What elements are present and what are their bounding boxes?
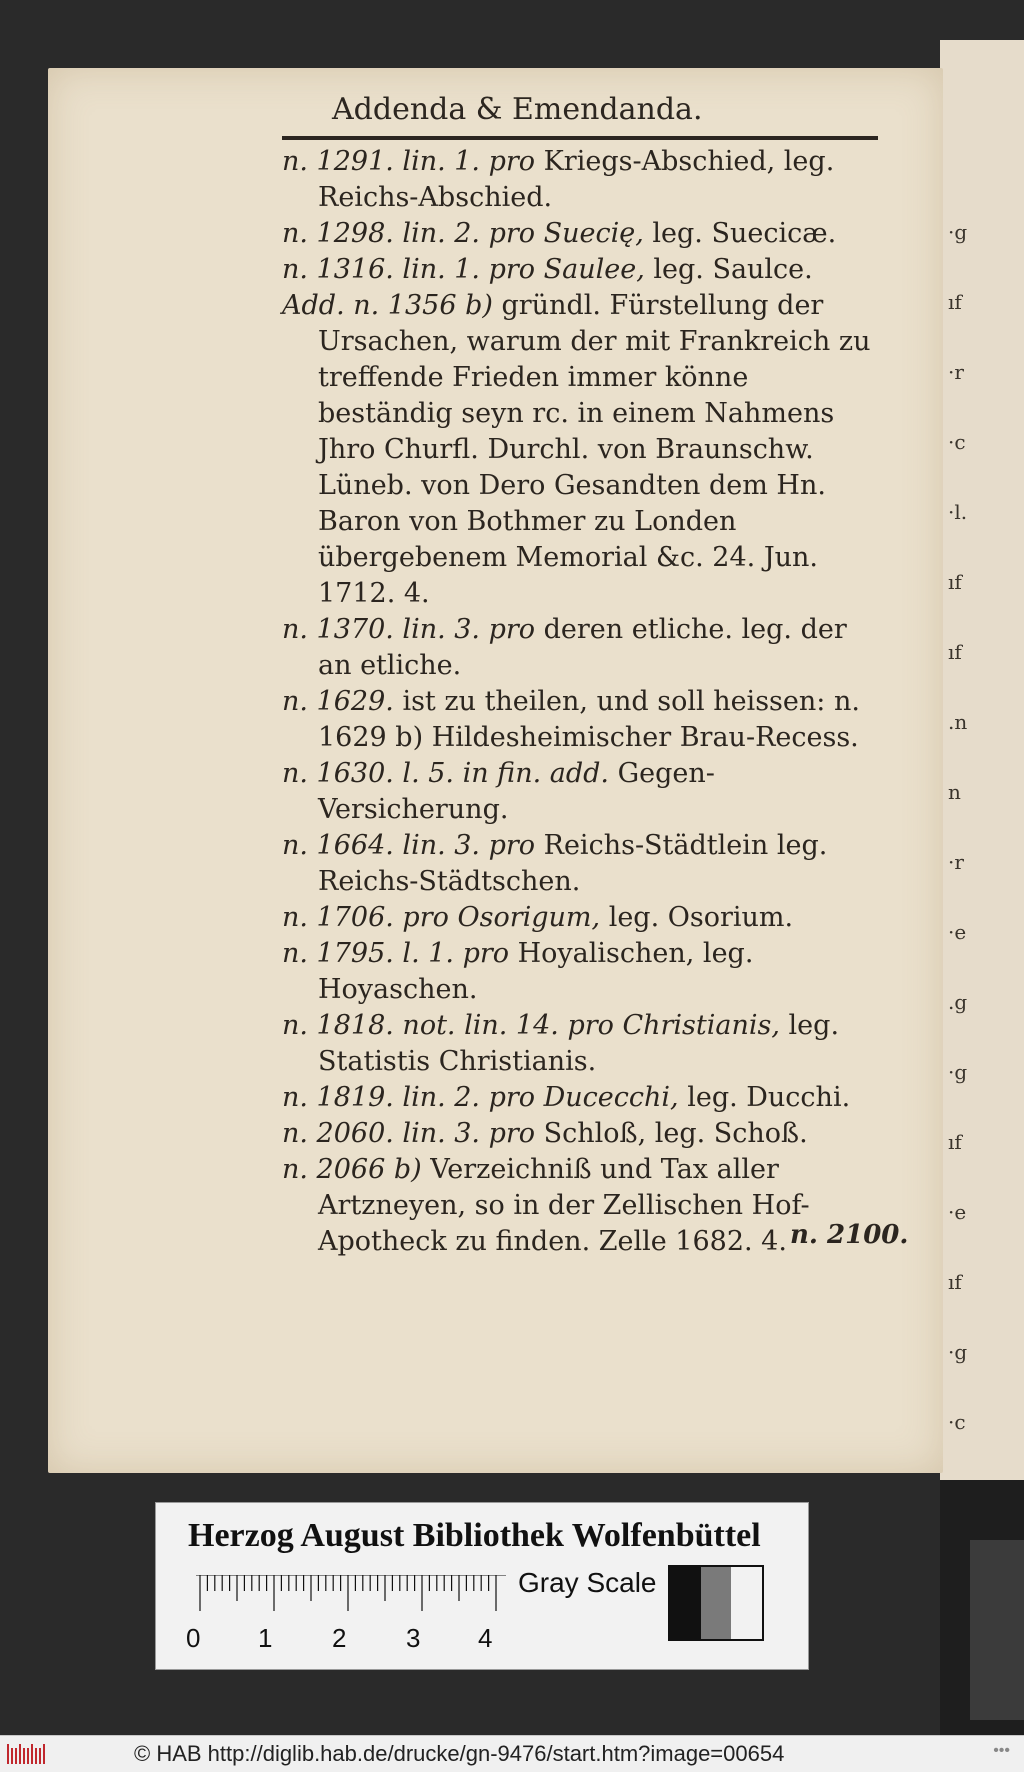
swatch-gray [701,1567,732,1639]
ruler-number: 4 [478,1623,493,1653]
grayscale-label: Gray Scale [518,1567,657,1598]
entry-reference: n. 2066 b) [282,1154,422,1185]
facing-page-fragment: ·c [948,430,966,454]
facing-page-fragment: n [948,780,961,804]
logo-bar [39,1748,41,1764]
more-options-icon[interactable]: ••• [993,1742,1010,1759]
errata-entry [282,612,882,684]
logo-bar [7,1744,9,1764]
entry-reference: n. 1664. lin. 3. pro [282,830,536,861]
entry-text: leg. Osorium. [600,902,794,933]
errata-entry [282,252,882,288]
ruler-number: 0 [186,1623,201,1653]
entry-text: Verzeichniß und Tax aller Artzneyen, so in der Zellischen Hof-Apotheck zu finden. Zelle 1682. 4. [318,1154,810,1257]
entry-text: Reichs-Städtlein leg. Reichs-Städtschen. [318,830,828,897]
library-name: Herzog August Bibliothek Wolfenbüttel [188,1517,761,1554]
grayscale-swatch [668,1565,764,1641]
facing-page-edge [940,40,1024,1480]
logo-bar [27,1748,29,1764]
entry-reference: n. 1370. lin. 3. pro [282,614,536,645]
ruler-number: 3 [406,1623,421,1653]
ruler-scale [196,1575,506,1613]
facing-page-fragment: ·c [948,1410,966,1434]
dark-margin [940,1480,1024,1740]
facing-page-fragment: ıf [948,640,962,664]
entry-text: Gegen-Versicherung. [318,758,715,825]
header-rule [282,136,878,140]
swatch-black [670,1567,701,1639]
errata-entry [282,288,882,612]
errata-entry [282,1116,882,1152]
entry-reference: Add. n. 1356 b) [282,290,493,321]
entry-reference: n. 1819. lin. 2. pro Ducecchi, [282,1082,679,1113]
entry-text: leg. Statistis Christianis. [318,1010,840,1077]
facing-page-fragment: ıf [948,570,962,594]
entry-text: Kriegs-Abschied, leg. Reichs-Abschied. [318,146,835,213]
facing-page-fragment: ·g [948,1060,968,1084]
facing-page-fragment: ıf [948,290,962,314]
logo-bar [31,1744,33,1764]
entry-reference: n. 1291. lin. 1. pro [282,146,536,177]
entry-reference: n. 1795. l. 1. pro [282,938,510,969]
entry-text: leg. Suecicæ. [643,218,837,249]
entry-reference: n. 1316. lin. 1. pro Saulee, [282,254,645,285]
entry-reference: n. 2060. lin. 3. pro [282,1118,536,1149]
facing-page-fragment: ·r [948,360,964,384]
page-header: Addenda & Emendanda. [332,92,703,127]
entry-text: leg. Ducchi. [678,1082,851,1113]
ruler-number: 1 [258,1623,273,1653]
logo-bar [19,1744,21,1764]
entry-reference: n. 1298. lin. 2. pro Suecię, [282,218,644,249]
library-label-card [155,1502,809,1670]
errata-entry [282,900,882,936]
errata-list [282,144,882,1260]
book-spine-strip [970,1540,1024,1720]
facing-page-fragment: ·e [948,1200,967,1224]
hab-logo-icon [6,1742,46,1766]
facing-page-fragment: ·l. [948,500,968,524]
errata-entry [282,144,882,216]
ruler-numbers [186,1623,506,1653]
entry-text: Schloß, leg. Schoß. [535,1118,808,1149]
facing-page-fragment: ·g [948,220,968,244]
entry-text: ist zu theilen, und soll heissen: n. 1629 b) Hildesheimischer Brau-Recess. [318,686,860,753]
errata-entry [282,828,882,900]
facing-page-fragment: ıf [948,1130,962,1154]
entry-text: deren etliche. leg. der an etliche. [318,614,847,681]
logo-bar [15,1748,17,1764]
logo-bar [23,1748,25,1764]
errata-entry [282,756,882,828]
facing-page-fragment: .g [948,990,968,1014]
facing-page-fragment: ·e [948,920,967,944]
ruler-number: 2 [332,1623,347,1653]
entry-reference: n. 1818. not. lin. 14. pro Christianis, [282,1010,780,1041]
viewer-footer [0,1735,1024,1772]
swatch-white [731,1567,762,1639]
errata-entry [282,1008,882,1080]
facing-page-fragment: .n [948,710,968,734]
logo-bar [11,1748,13,1764]
facing-page-fragment: ıf [948,1270,962,1294]
errata-entry [282,1080,882,1116]
errata-entry [282,936,882,1008]
facing-page-fragment: ·g [948,1340,968,1364]
logo-bar [43,1744,45,1764]
entry-text: leg. Saulce. [644,254,813,285]
entry-reference: n. 1630. l. 5. in fin. add. [282,758,609,789]
facing-page-fragment: ·r [948,850,964,874]
entry-reference: n. 1706. pro Osorigum, [282,902,601,933]
logo-bar [35,1748,37,1764]
catchword: n. 2100. [790,1220,909,1250]
entry-text: gründl. Fürstellung der Ursachen, warum der mit Frankreich zu treffende Frieden immer könne beständig seyn rc. in einem Nahmens Jhro Churfl. Durchl. von Braunschw. Lüneb. von Dero Gesandten dem Hn. Baron von Bothmer zu Londen übergebenem Memorial &c. 24. Jun. 1712. 4. [318,290,871,609]
errata-entry [282,216,882,252]
entry-text: Hoyalischen, leg. Hoyaschen. [318,938,754,1005]
copyright-link[interactable]: © HAB http://diglib.hab.de/drucke/gn-9476/start.htm?image=00654 [134,1741,785,1766]
entry-reference: n. 1629. [282,686,394,717]
errata-entry [282,684,882,756]
